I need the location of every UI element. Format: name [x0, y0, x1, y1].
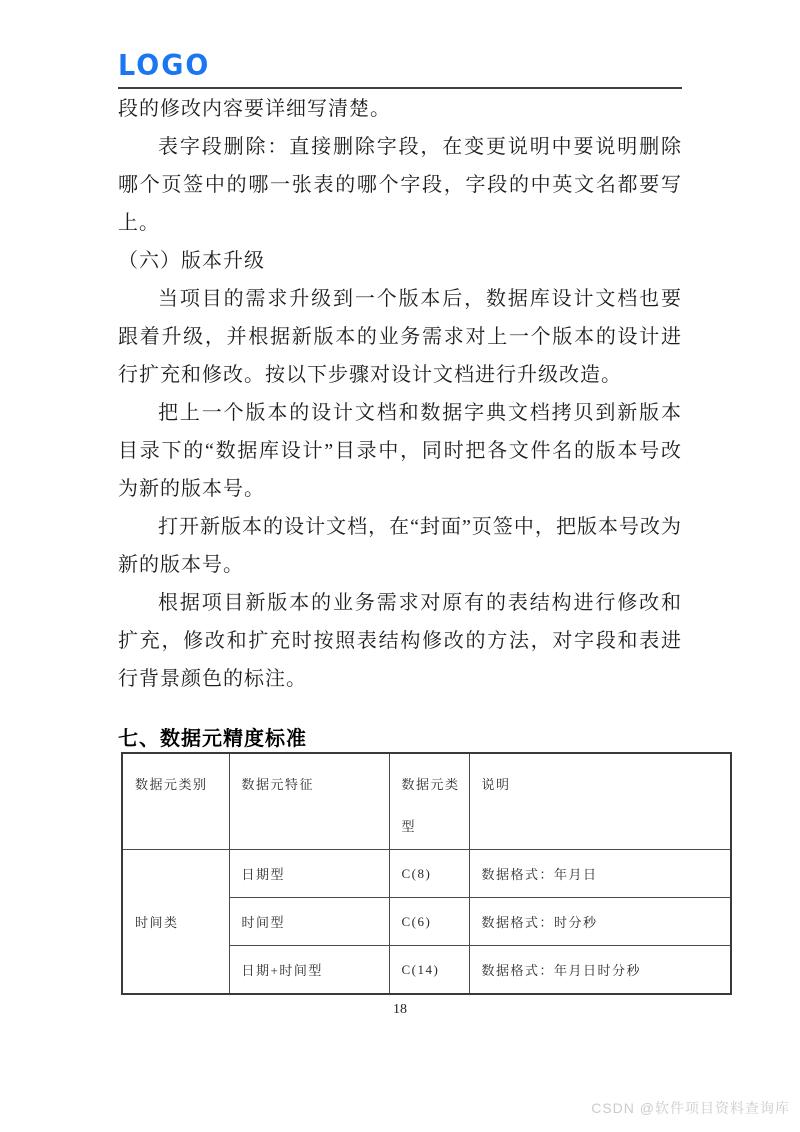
cell-type: C(6): [389, 898, 469, 946]
column-header-type: 数据元类型: [389, 753, 469, 850]
header-divider: [118, 87, 682, 89]
paragraph: 当项目的需求升级到一个版本后，数据库设计文档也要跟着升级，并根据新版本的业务需求对上一个版本的设计进行扩充和修改。按以下步骤对设计文档进行升级改造。: [118, 288, 682, 386]
paragraph: 段的修改内容要详细写清楚。: [118, 98, 391, 120]
column-header-desc: 说明: [469, 753, 731, 850]
subsection-heading: （六）版本升级: [118, 250, 265, 272]
column-header-category: 数据元类别: [122, 753, 229, 850]
page-number: 18: [393, 1002, 407, 1017]
data-precision-table: [121, 752, 732, 995]
cell-feature: 时间型: [229, 898, 389, 946]
document-body: [118, 90, 682, 698]
cell-feature: 日期型: [229, 850, 389, 898]
cell-desc: 数据格式：时分秒: [469, 898, 731, 946]
cell-desc: 数据格式：年月日时分秒: [469, 946, 731, 995]
cell-type: C(14): [389, 946, 469, 995]
paragraph: 表字段删除：直接删除字段，在变更说明中要说明删除哪个页签中的哪一张表的哪个字段，字段的中英文名都要写上。: [118, 136, 682, 234]
column-header-feature: 数据元特征: [229, 753, 389, 850]
paragraph: 把上一个版本的设计文档和数据字典文档拷贝到新版本目录下的“数据库设计”目录中，同时把各文件名的版本号改为新的版本号。: [118, 402, 682, 500]
cell-type: C(8): [389, 850, 469, 898]
paragraph: 打开新版本的设计文档，在“封面”页签中，把版本号改为新的版本号。: [118, 516, 682, 576]
company-logo: LOGO: [118, 50, 211, 83]
cell-category: 时间类: [122, 850, 229, 995]
table-row: [122, 850, 731, 898]
table-header-row: [122, 753, 731, 850]
cell-desc: 数据格式：年月日: [469, 850, 731, 898]
watermark: CSDN @软件项目资料查询库: [591, 1100, 790, 1116]
paragraph: 根据项目新版本的业务需求对原有的表结构进行修改和扩充，修改和扩充时按照表结构修改的方法，对字段和表进行背景颜色的标注。: [118, 592, 682, 690]
cell-feature: 日期+时间型: [229, 946, 389, 995]
section-heading: 七、数据元精度标准: [118, 728, 307, 750]
